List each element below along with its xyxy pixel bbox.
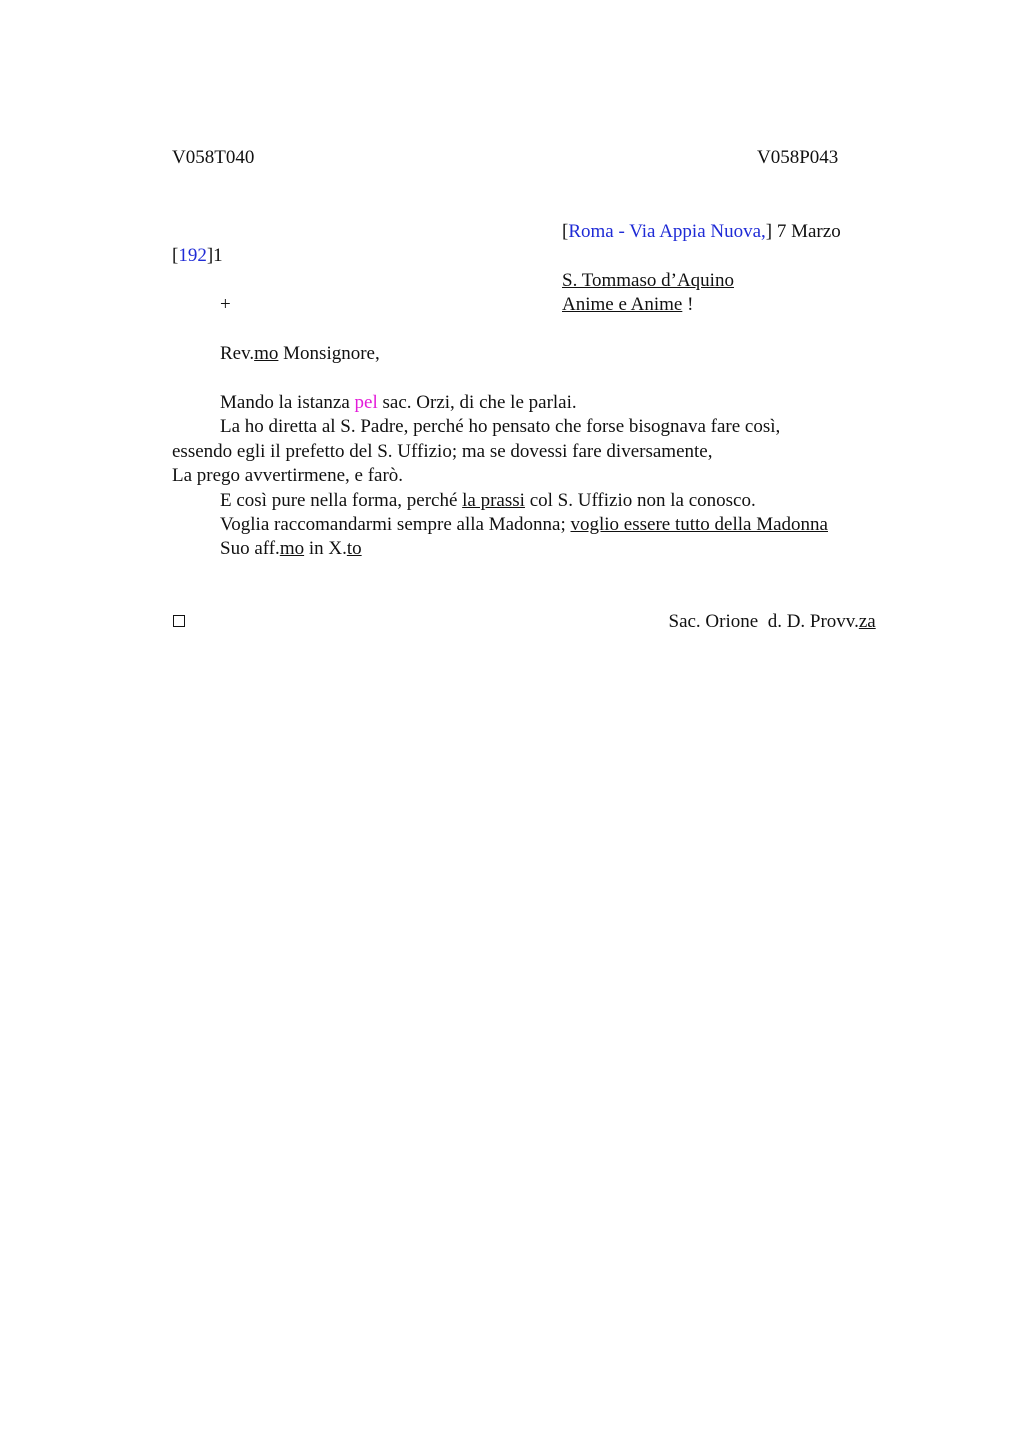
motto-underlined: Anime e Anime [562, 294, 683, 315]
checkbox-icon [173, 615, 185, 627]
body-p1-before: Mando la istanza [220, 392, 355, 413]
dateline-open-bracket: [ [562, 221, 569, 242]
closing-mid: in X. [304, 538, 347, 559]
body-line-6 [220, 513, 828, 537]
signature-text: Sac. Orione d. D. Provv. [668, 611, 859, 632]
document-code-right: V058P043 [757, 147, 839, 168]
signature-abbrev: za [858, 611, 876, 632]
body-p4-underlined: voglio essere tutto della Madonna [570, 514, 828, 535]
body-p3-after: col S. Uffizio non la conosco. [524, 490, 756, 511]
motto-line-2 [562, 293, 693, 317]
body-p1-highlight: pel [354, 392, 378, 413]
salutation-prefix: Rev. [220, 343, 255, 364]
body-line-4: La prego avvertirmene, e farò. [172, 465, 404, 486]
dateline [562, 220, 841, 244]
dateline-place: Roma - Via Appia Nuova, [568, 221, 766, 242]
body-p4-before: Voglia raccomandarmi sempre alla Madonna; [220, 514, 571, 535]
closing-line [220, 537, 362, 561]
year-rest: ]1 [206, 245, 223, 266]
body-p3-underlined: la prassi [462, 490, 525, 511]
body-p1-after: sac. Orzi, di che le parlai. [377, 392, 577, 413]
signature [659, 586, 876, 634]
year-part: 192 [178, 245, 207, 266]
salutation-abbrev: mo [254, 343, 279, 364]
motto-line-1: S. Tommaso d’Aquino [562, 270, 734, 291]
body-line-1 [220, 391, 577, 415]
closing-abbrev-2: to [346, 538, 362, 559]
salutation [220, 342, 380, 366]
body-p3-before: E così pure nella forma, perché [220, 490, 463, 511]
document-code-left: V058T040 [172, 147, 255, 168]
salutation-rest: Monsignore, [278, 343, 380, 364]
body-line-2: La ho diretta al S. Padre, perché ho pensato che forse bisognava fare così, [220, 416, 781, 437]
body-line-5 [220, 489, 756, 513]
dateline-date: ] 7 Marzo [765, 221, 841, 242]
closing-prefix: Suo aff. [220, 538, 280, 559]
cross-mark: + [220, 294, 231, 315]
dateline-year [172, 244, 223, 268]
motto-exclamation: ! [682, 294, 694, 315]
body-line-3: essendo egli il prefetto del S. Uffizio; ma se dovessi fare diversamente, [172, 441, 713, 462]
closing-abbrev-1: mo [279, 538, 305, 559]
year-open-bracket: [ [172, 245, 179, 266]
